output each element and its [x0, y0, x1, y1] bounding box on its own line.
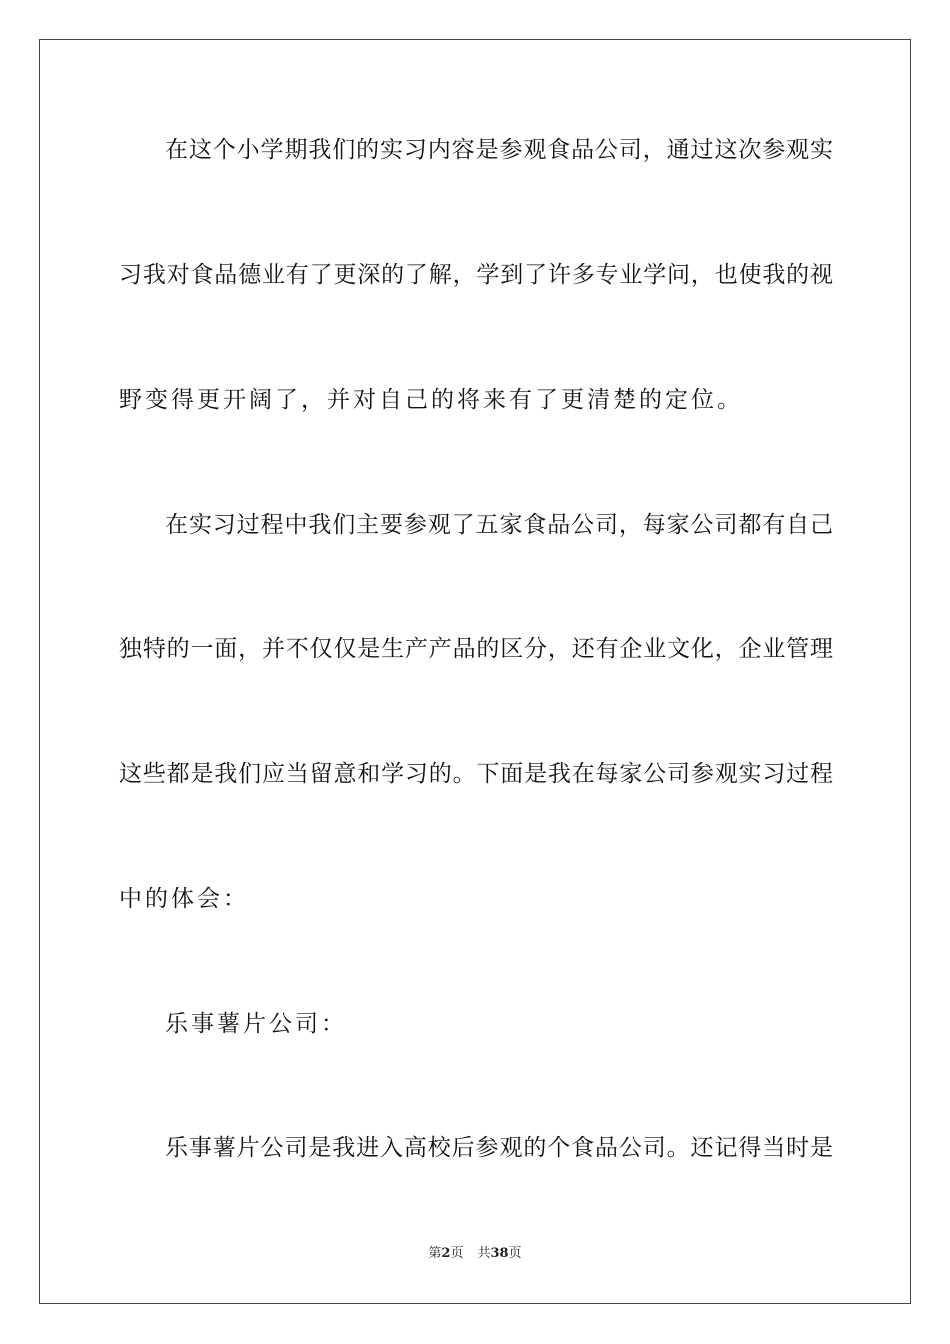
paragraph-line-5: 独特的一面，并不仅仅是生产产品的区分，还有企业文化，企业管理	[119, 636, 833, 662]
page-border	[39, 39, 911, 1304]
paragraph-line-1: 在这个小学期我们的实习内容是参观食品公司，通过这次参观实	[165, 137, 833, 163]
footer-page-suffix: 页	[450, 1246, 464, 1261]
page-footer	[0, 1245, 950, 1263]
paragraph-line-4: 在实习过程中我们主要参观了五家食品公司，每家公司都有自己	[165, 512, 833, 538]
section-heading: 乐事薯片公司：	[165, 1011, 347, 1037]
paragraph-line-6: 这些都是我们应当留意和学习的。下面是我在每家公司参观实习过程	[119, 761, 833, 787]
paragraph-line-9: 乐事薯片公司是我进入高校后参观的个食品公司。还记得当时是	[165, 1135, 833, 1161]
footer-page-prefix: 第	[428, 1246, 442, 1261]
footer-total-suffix: 页	[508, 1246, 522, 1261]
footer-total-number: 38	[490, 1246, 509, 1261]
footer-page-number: 2	[441, 1246, 451, 1261]
paragraph-line-7: 中的体会：	[119, 886, 249, 912]
paragraph-line-2: 习我对食品德业有了更深的了解，学到了许多专业学问，也使我的视	[119, 262, 833, 288]
paragraph-line-3: 野变得更开阔了，并对自己的将来有了更清楚的定位。	[119, 387, 743, 413]
footer-total-prefix: 共	[477, 1246, 491, 1261]
